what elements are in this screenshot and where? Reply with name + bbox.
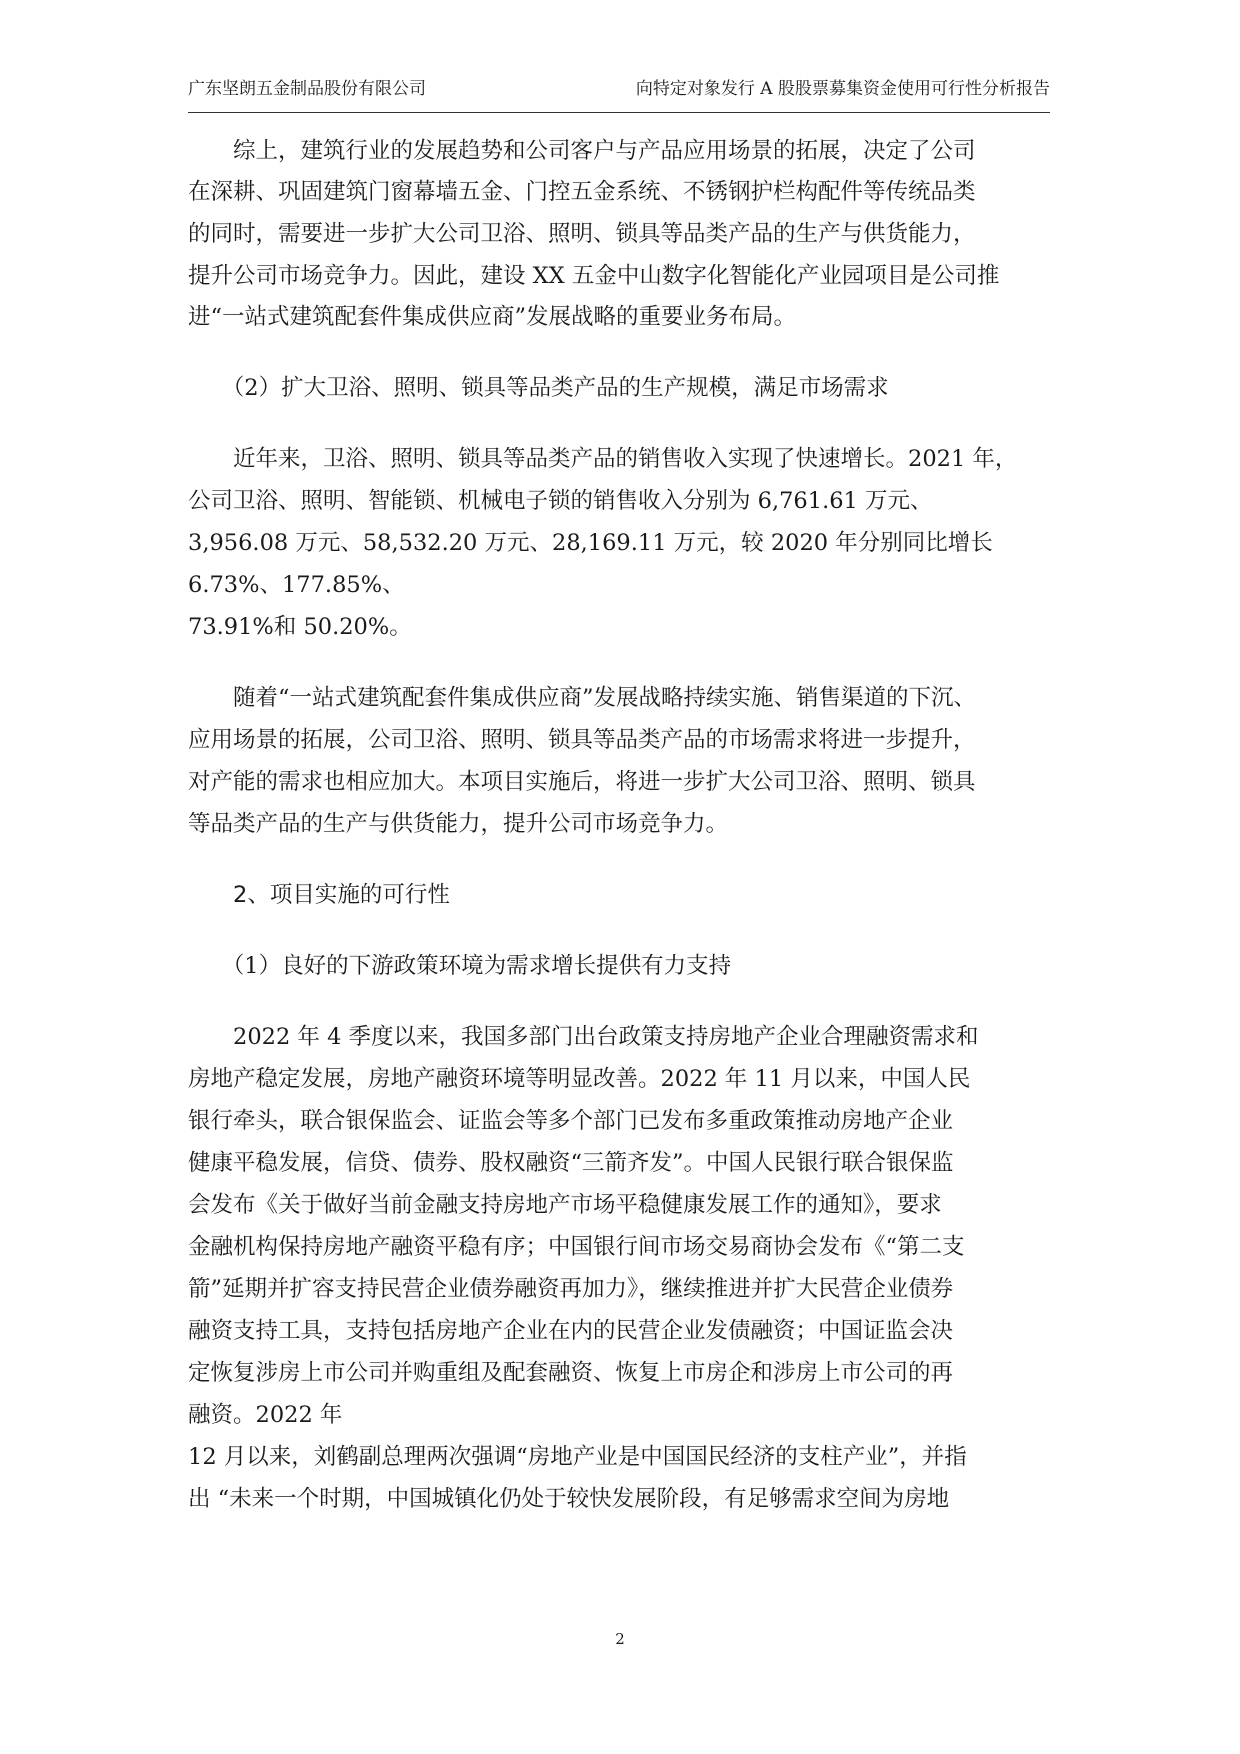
body-line: 会发布《关于做好当前金融支持房地产市场平稳健康发展工作的通知》，要求: [188, 1192, 942, 1218]
body-line: 12 月以来，刘鹤副总理两次强调“房地产业是中国国民经济的支柱产业”，并指: [188, 1444, 967, 1470]
body-line: 金融机构保持房地产融资平稳有序；中国银行间市场交易商协会发布《“第二支: [188, 1234, 965, 1260]
body-line: 银行牵头，联合银保监会、证监会等多个部门已发布多重政策推动房地产企业: [188, 1108, 954, 1134]
page-number: 2: [615, 1630, 625, 1648]
body-line: 提升公司市场竞争力。因此，建设 XX 五金中山数字化智能化产业园项目是公司推: [188, 263, 1000, 289]
body-line: 应用场景的拓展，公司卫浴、照明、锁具等品类产品的市场需求将进一步提升，: [188, 727, 976, 753]
body-line: 近年来，卫浴、照明、锁具等品类产品的销售收入实现了快速增长。2021 年，: [188, 446, 1018, 472]
body-line: 融资支持工具，支持包括房地产企业在内的民营企业发债融资；中国证监会决: [188, 1318, 954, 1344]
body-line: 6.73%、177.85%、: [188, 572, 405, 598]
body-line: 73.91%和 50.20%。: [188, 614, 412, 640]
body-line: 综上，建筑行业的发展趋势和公司客户与产品应用场景的拓展，决定了公司: [188, 138, 976, 164]
body-line: 随着“一站式建筑配套件集成供应商”发展战略持续实施、销售渠道的下沉、: [188, 685, 977, 711]
body-line: 定恢复涉房上市公司并购重组及配套融资、恢复上市房企和涉房上市公司的再: [188, 1360, 954, 1386]
body-line: 3,956.08 万元、58,532.20 万元、28,169.11 万元，较 2020 年分别同比增长: [188, 530, 993, 556]
header-company-name: 广东坚朗五金制品股份有限公司: [188, 79, 426, 99]
subsection-heading: （2）扩大卫浴、照明、锁具等品类产品的生产规模，满足市场需求: [188, 375, 889, 401]
body-line: 等品类产品的生产与供货能力，提升公司市场竞争力。: [188, 811, 729, 837]
body-line: 的同时，需要进一步扩大公司卫浴、照明、锁具等品类产品的生产与供货能力，: [188, 221, 976, 247]
body-line: 公司卫浴、照明、智能锁、机械电子锁的销售收入分别为 6,761.61 万元、: [188, 488, 933, 514]
body-line: 融资。2022 年: [188, 1402, 343, 1428]
body-line: 箭”延期并扩容支持民营企业债券融资再加力》，继续推进并扩大民营企业债券: [188, 1276, 954, 1302]
body-line: 房地产稳定发展，房地产融资环境等明显改善。2022 年 11 月以来，中国人民: [188, 1066, 971, 1092]
body-line: 在深耕、巩固建筑门窗幕墙五金、门控五金系统、不锈钢护栏构配件等传统品类: [188, 179, 976, 205]
body-line: 健康平稳发展，信贷、债券、股权融资“三箭齐发”。中国人民银行联合银保监: [188, 1150, 954, 1176]
body-line: 对产能的需求也相应加大。本项目实施后，将进一步扩大公司卫浴、照明、锁具: [188, 769, 976, 795]
body-line: 2022 年 4 季度以来，我国多部门出台政策支持房地产企业合理融资需求和: [188, 1024, 979, 1050]
page-header: [188, 72, 1050, 113]
body-line: 进“一站式建筑配套件集成供应商”发展战略的重要业务布局。: [188, 304, 797, 330]
header-report-title: 向特定对象发行 A 股股票募集资金使用可行性分析报告: [635, 79, 1050, 99]
section-heading: 2、项目实施的可行性: [233, 882, 450, 908]
subsection-heading: （1）良好的下游政策环境为需求增长提供有力支持: [188, 953, 732, 979]
body-line: 出 “未来一个时期，中国城镇化仍处于较快发展阶段，有足够需求空间为房地: [188, 1486, 950, 1512]
